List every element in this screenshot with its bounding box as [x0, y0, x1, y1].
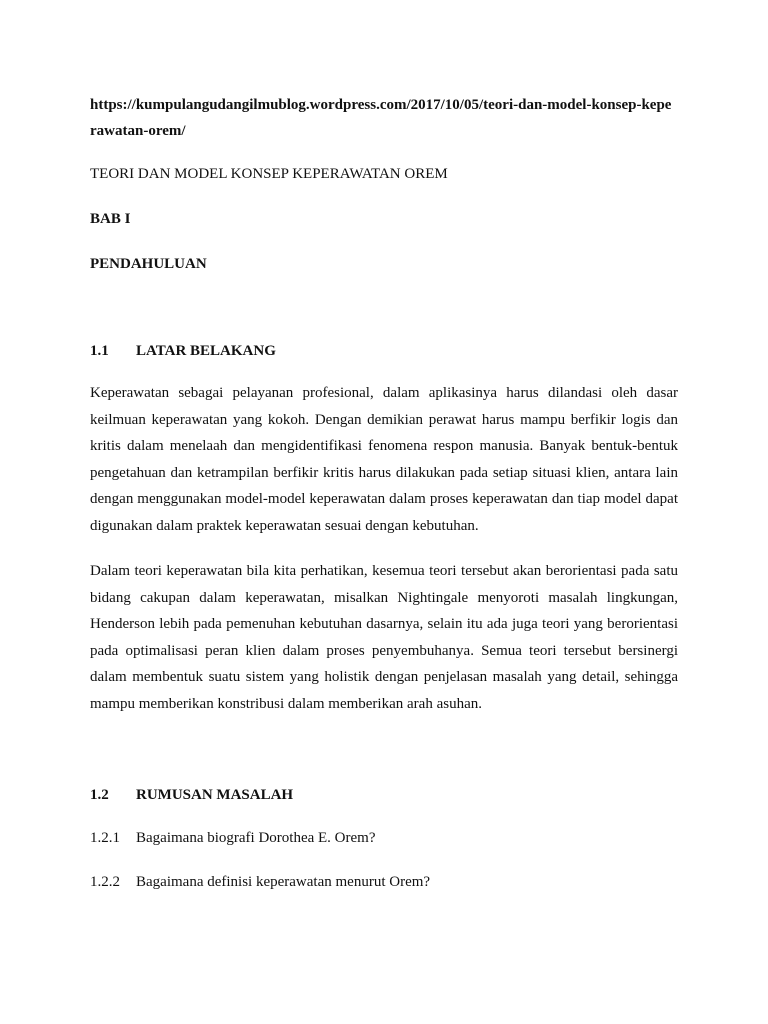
item-text: Bagaimana definisi keperawatan menurut Orem?	[136, 874, 431, 890]
paragraph: Dalam teori keperawatan bila kita perhatikan, kesemua teori tersebut akan berorientasi pada satu bidang cakupan dalam keperawatan, misalkan Nightingale menyoroti masalah lingkungan, Henderson lebih pada pemenuhan kebutuhan dasarnya, selain itu ada juga teori yang berorientasi pada optimalisasi peran klien dalam proses penyembuhanya. Semua teori tersebut bersinergi dalam membentuk suatu sistem yang holistik dengan penjelasan masalah yang detail, sehingga mampu memberikan konstribusi dalam memberikan arah asuhan.	[90, 563, 678, 712]
list-item	[90, 828, 376, 848]
source-url-link[interactable]: https://kumpulangudangilmublog.wordpress.com/2017/10/05/teori-dan-model-konsep-keperawatan-orem/	[90, 97, 672, 139]
item-text: Bagaimana biografi Dorothea E. Orem?	[136, 830, 376, 846]
item-number: 1.2.1	[90, 830, 120, 846]
list-item	[90, 872, 430, 892]
section-heading-latar-belakang	[90, 341, 276, 361]
document-title: TEORI DAN MODEL KONSEP KEPERAWATAN OREM	[90, 166, 448, 182]
paragraph: Keperawatan sebagai pelayanan profesional, dalam aplikasinya harus dilandasi oleh dasar keilmuan keperawatan yang kokoh. Dengan demikian perawat harus mampu berfikir logis dan kritis dalam menelaah dan mengidentifikasi fenomena respon manusia. Banyak bentuk-bentuk pengetahuan dan ketrampilan berfikir kritis harus dilakukan pada setiap situasi klien, antara lain dengan menggunakan model-model keperawatan dalam proses keperawatan dan tiap model dapat digunakan dalam praktek keperawatan sesuai dengan kebutuhan.	[90, 385, 678, 534]
section-number: 1.2	[90, 787, 109, 803]
section-title: LATAR BELAKANG	[136, 343, 276, 359]
item-number: 1.2.2	[90, 874, 120, 890]
chapter-title: PENDAHULUAN	[90, 256, 207, 272]
section-number: 1.1	[90, 343, 109, 359]
section-heading-rumusan-masalah	[90, 785, 293, 805]
chapter-label: BAB I	[90, 211, 131, 227]
section-title: RUMUSAN MASALAH	[136, 787, 294, 803]
